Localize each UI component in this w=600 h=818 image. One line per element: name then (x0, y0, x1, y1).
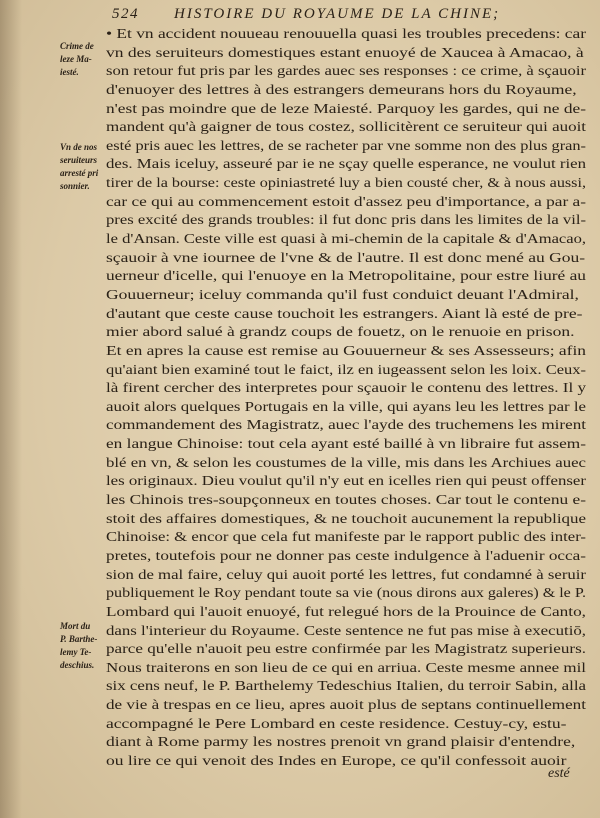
text-line-content: accompagné le Pere Lombard en ceste residence. Cestuy-cy, estu- (106, 716, 567, 732)
margin-note-death (60, 620, 112, 672)
text-line-content: mandent qu'à gaigner de tous costez, sollicitèrent ce seruiteur qui auoit (106, 120, 586, 136)
text-line-content: en langue Chinoise: tout cela ayant esté baillé à vn libraire fut assem- (106, 437, 586, 453)
text-line-content: stoit des affaires domestiques, & ne touchoit aucunement la republique (106, 511, 586, 527)
text-line-content: son retour fut pris par les gardes auec ses responses : ce crime, à sçauoir (106, 64, 586, 80)
text-line-content: esté pris auec les lettres, de se racheter par vne somme non des plus gran- (106, 138, 586, 154)
text-line (106, 101, 586, 120)
text-line-content: uerneur d'icelle, qui l'enuoye en la Metropolitaine, pour estre liuré au (106, 269, 586, 285)
margin-note-line: leze Ma- (60, 54, 92, 64)
text-line (106, 380, 586, 399)
text-line (106, 45, 586, 64)
text-line (106, 268, 586, 287)
margin-note-line: Crime de (60, 41, 94, 51)
page-header (112, 2, 592, 28)
margin-note-line: Vn de nos (60, 142, 98, 152)
margin-note-line: lemy Te- (60, 647, 92, 657)
text-line-content: les originaux. Dieu voulut qu'il n'y eut en icelles rien qui peust offenser (106, 474, 586, 490)
text-line-content: d'autant que ceste cause touchoit les estrangers. Aiant là esté de pre- (106, 306, 583, 322)
margin-note-line: sonnier. (60, 181, 90, 191)
text-line (106, 697, 586, 716)
text-line (106, 585, 586, 604)
text-line-content: tirer de la bourse: ceste opiniastreté luy a bien cousté cher, & à nous aussi, (106, 176, 586, 192)
text-line-content: d'enuoyer des lettres à des estrangers demeurans hors du Royaume, (106, 82, 577, 98)
text-line (106, 212, 586, 231)
text-line-content: mier abord salué à grandz coups de fouetz, on le renuoie en prison. (106, 325, 575, 341)
text-line-content: de vie à trespas en ce lieu, apres auoit plus de septans continuellement (106, 698, 586, 714)
margin-note-servant (60, 141, 112, 193)
text-line-content: les Chinois tres-soupçonneux en toutes choses. Car tout le contenu e- (106, 493, 586, 509)
text-line (106, 194, 586, 213)
margin-note-line: seruiteurs (60, 155, 98, 165)
text-line (106, 287, 586, 306)
text-line (106, 138, 586, 157)
text-line-content: • Et vn accident nouueau renouuella quasi les troubles precedens: car (106, 27, 586, 42)
text-line (106, 26, 586, 45)
text-line (106, 753, 586, 772)
text-line (106, 324, 586, 343)
text-line (106, 623, 586, 642)
text-line (106, 417, 586, 436)
text-line-content: sion de mal faire, celuy qui auoit porté les lettres, fut condamné à seruir (106, 567, 586, 583)
text-line-content: qu'aiant bien examiné tout le faict, ilz en iugeassent selon les loix. Ceux- (106, 362, 586, 378)
running-title: HISTOIRE DU ROYAUME DE LA CHINE; (174, 6, 501, 22)
text-line-content: des. Mais iceluy, asseuré par ie ne sçay quelle esperance, ne voulut rien (106, 157, 586, 173)
body-text (106, 26, 586, 772)
text-line-content: Gouuerneur; iceluy commanda qu'il fust conduict deuant l'Admiral, (106, 287, 579, 303)
text-line-content: six cens neuf, le P. Barthelemy Tedeschius Italien, du terroir Sabin, alla (106, 679, 586, 695)
text-line-content: n'est pas moindre que de leze Maiesté. Parquoy les gardes, qui ne de- (106, 101, 586, 117)
text-line (106, 678, 586, 697)
text-line (106, 567, 586, 586)
text-line-content: Nous traiterons en son lieu de ce qui en arriua. Ceste mesme annee mil (106, 660, 586, 676)
text-line-content: ou lire ce qui venoit des Indes en Europe, ce qu'il confessoit auoir (106, 753, 567, 769)
text-line-content: pretes, toutefois pour ne donner pas ceste indulgence à l'aduenir occa- (106, 548, 586, 564)
text-line (106, 231, 586, 250)
page-number: 524 (112, 6, 139, 22)
text-line-content: parce qu'elle n'auoit peu estre confirmée par les Magistratz superieurs. (106, 642, 586, 658)
text-line-content: sçauoir à vne iournee de l'vne & de l'autre. Il est donc mené au Gou- (106, 250, 586, 266)
text-line (106, 156, 586, 175)
margin-note-line: Mort du (60, 621, 91, 631)
text-line (106, 362, 586, 381)
text-line (106, 548, 586, 567)
text-line (106, 63, 586, 82)
text-line (106, 250, 586, 269)
text-line (106, 343, 586, 362)
text-line-content: là firent cercher des interpretes pour sçauoir le contenu des lettres. Il y (106, 381, 586, 397)
text-line (106, 473, 586, 492)
catchword: esté (548, 766, 570, 781)
text-line-content: car ce qui au commencement estoit d'assez peu d'importance, a par a- (106, 194, 586, 210)
text-line (106, 399, 586, 418)
margin-note-line: P. Barthe- (60, 634, 98, 644)
text-line (106, 604, 586, 623)
text-line-content: dans l'interieur du Royaume. Ceste sentence ne fut pas mise à executiō, (106, 623, 586, 639)
text-line (106, 492, 586, 511)
gutter-shadow (0, 0, 22, 818)
text-line-content: diant à Rome parmy les nostres prenoit vn grand plaisir d'entendre, (106, 735, 576, 751)
text-line (106, 529, 586, 548)
text-line-content: pres excité des grands troubles: il fut donc pris dans les limites de la vil- (106, 213, 586, 229)
text-line-content: publiquement le Roy pendant toute sa vie (nous dirons aux galeres) & le P. (106, 586, 586, 602)
text-line-content: auoit alors quelques Portugais en la ville, qui ayans leu les lettres par le (106, 399, 586, 415)
text-line (106, 82, 586, 101)
margin-note-line: deschius. (60, 660, 95, 670)
text-line (106, 734, 586, 753)
text-line (106, 306, 586, 325)
text-line-content: Lombard qui l'auoit enuoyé, fut relegué hors de la Prouince de Canto, (106, 604, 586, 620)
text-line-content: Et en apres la cause est remise au Gouuerneur & ses Assesseurs; afin (106, 343, 586, 359)
text-line (106, 119, 586, 138)
text-line-content: Chinoise: & encor que cela fut manifeste par le rapport public des inter- (106, 530, 586, 546)
margin-note-crime (60, 40, 112, 79)
text-line (106, 660, 586, 679)
text-line-content: vn des seruiteurs domestiques estant enuoyé de Xaucea à Amacao, à (106, 45, 584, 61)
margin-note-line: arresté pri (60, 168, 99, 178)
margin-note-line: iesté. (60, 67, 79, 77)
text-line (106, 175, 586, 194)
text-line-content: blé en vn, & selon les coustumes de la ville, mis dans les Archiues auec (106, 455, 586, 471)
text-line (106, 436, 586, 455)
text-line (106, 641, 586, 660)
text-line (106, 455, 586, 474)
text-line (106, 511, 586, 530)
text-line-content: commandement des Magistratz, auec l'ayde des truchemens les mirent (106, 418, 586, 434)
text-line-content: le d'Ansan. Ceste ville est quasi à mi-chemin de la capitale & d'Amacao, (106, 232, 586, 248)
text-line (106, 716, 586, 735)
